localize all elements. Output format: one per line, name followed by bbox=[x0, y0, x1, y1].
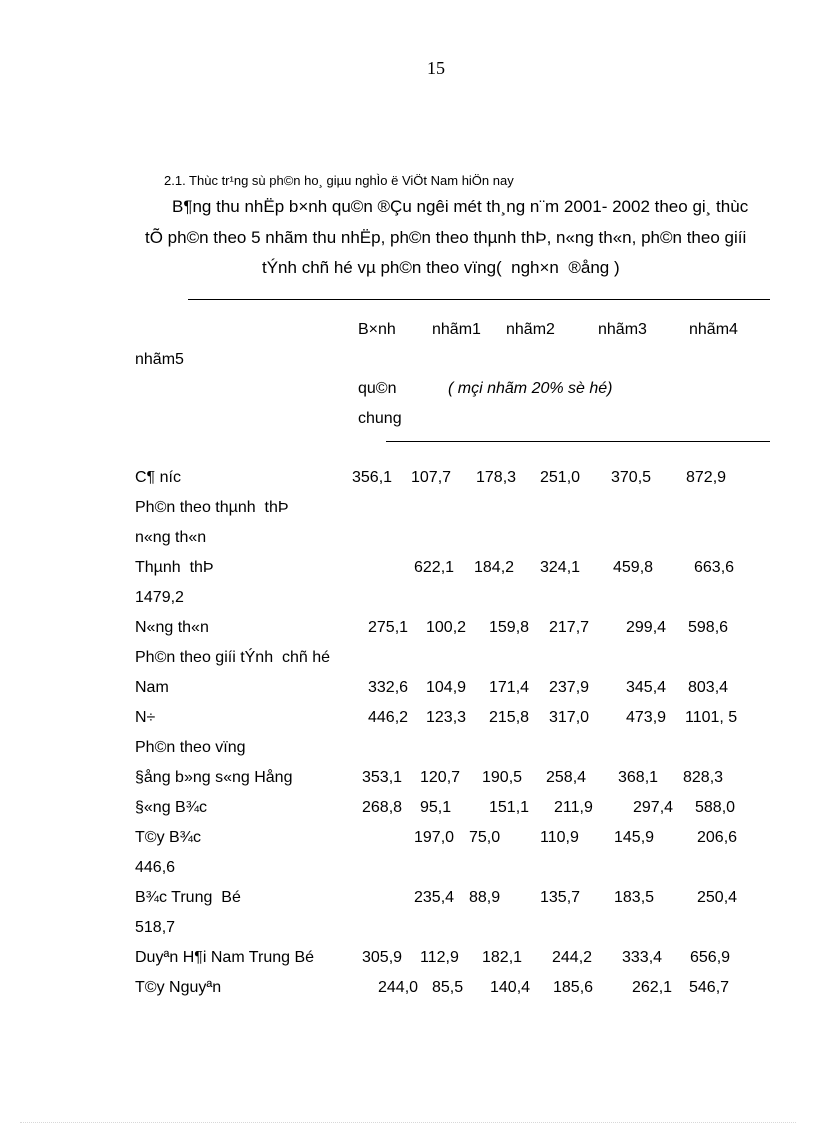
cell-value: 123,3 bbox=[426, 709, 467, 726]
cell-value: 145,9 bbox=[614, 829, 655, 846]
cell-value: 473,9 bbox=[626, 709, 667, 726]
header-group-4: nhãm4 bbox=[689, 321, 738, 338]
cell-value: 598,6 bbox=[688, 619, 729, 636]
cell-value: 120,7 bbox=[420, 769, 461, 786]
cell-value: 211,9 bbox=[554, 799, 593, 816]
cell-value: 171,4 bbox=[489, 679, 530, 696]
cell-value: 299,4 bbox=[626, 619, 667, 636]
cell-value: 324,1 bbox=[540, 559, 581, 576]
cell-value: 206,6 bbox=[697, 829, 738, 846]
cell-value: 140,4 bbox=[490, 979, 531, 996]
cell-value: 1101, 5 bbox=[685, 709, 738, 726]
cell-value: 151,1 bbox=[489, 799, 530, 816]
cell-value: 251,0 bbox=[540, 469, 581, 486]
group-label: Ph©n theo vïng bbox=[135, 739, 246, 756]
cell-value: 197,0 bbox=[414, 829, 455, 846]
cell-value: 95,1 bbox=[420, 799, 452, 816]
cell-value: 178,3 bbox=[476, 469, 517, 486]
header-note: ( mçi nhãm 20% sè hé) bbox=[448, 380, 613, 397]
cell-value: 217,7 bbox=[549, 619, 590, 636]
cell-value: 446,2 bbox=[368, 709, 409, 726]
top-rule bbox=[188, 299, 770, 300]
cell-value: 190,5 bbox=[482, 769, 523, 786]
cell-value: 88,9 bbox=[469, 889, 501, 906]
cell-value: 258,4 bbox=[546, 769, 587, 786]
header-quan: qu©n bbox=[358, 380, 397, 397]
cell-value: 353,1 bbox=[362, 769, 403, 786]
page-number: 15 bbox=[427, 58, 445, 78]
cell-value: 275,1 bbox=[368, 619, 409, 636]
group-label: n«ng th«n bbox=[135, 529, 207, 546]
row-label: N÷ bbox=[135, 709, 156, 726]
cell-value: 75,0 bbox=[469, 829, 501, 846]
cell-value: 184,2 bbox=[474, 559, 515, 576]
cell-value: 237,9 bbox=[549, 679, 590, 696]
row-label: §«ng B¾c bbox=[135, 799, 208, 816]
cell-value: 244,2 bbox=[552, 949, 593, 966]
header-rule bbox=[386, 441, 770, 442]
cell-value: 1479,2 bbox=[135, 589, 184, 606]
row-label: §ång b»ng s«ng Hång bbox=[135, 769, 293, 786]
cell-value: 262,1 bbox=[632, 979, 673, 996]
cell-value: 159,8 bbox=[489, 619, 530, 636]
cell-value: 622,1 bbox=[414, 559, 455, 576]
row-label: Duyªn H¶i Nam Trung Bé bbox=[135, 949, 315, 966]
cell-value: 446,6 bbox=[135, 859, 176, 876]
row-label: T©y B¾c bbox=[135, 829, 202, 846]
cell-value: 663,6 bbox=[694, 559, 735, 576]
cell-value: 828,3 bbox=[683, 769, 724, 786]
cell-value: 546,7 bbox=[689, 979, 730, 996]
cell-value: 297,4 bbox=[633, 799, 674, 816]
cell-value: 183,5 bbox=[614, 889, 655, 906]
cell-value: 215,8 bbox=[489, 709, 530, 726]
cell-value: 110,9 bbox=[540, 829, 579, 846]
cell-value: 135,7 bbox=[540, 889, 581, 906]
cell-value: 332,6 bbox=[368, 679, 409, 696]
table-title-line-1: B¶ng thu nhËp b×nh qu©n ®Çu ngêi mét th¸ng n¨m 2001- 2002 theo gi¸ thùc bbox=[172, 197, 749, 216]
cell-value: 317,0 bbox=[549, 709, 590, 726]
header-group-2: nhãm2 bbox=[506, 321, 555, 338]
header-group-5: nhãm5 bbox=[135, 351, 184, 368]
cell-value: 85,5 bbox=[432, 979, 464, 996]
row-label: C¶ níc bbox=[135, 469, 181, 486]
section-heading: 2.1. Thùc tr¹ng sù ph©n ho¸ giµu nghÌo ë ViÖt Nam hiÖn nay bbox=[164, 173, 514, 188]
group-label: Ph©n theo giíi tÝnh chñ hé bbox=[135, 649, 331, 666]
cell-value: 370,5 bbox=[611, 469, 652, 486]
row-label: N«ng th«n bbox=[135, 619, 209, 636]
header-binh: B×nh bbox=[358, 321, 396, 338]
header-chung: chung bbox=[358, 410, 402, 427]
cell-value: 518,7 bbox=[135, 919, 176, 936]
cell-value: 356,1 bbox=[352, 469, 393, 486]
cell-value: 244,0 bbox=[378, 979, 419, 996]
row-label: Thµnh thÞ bbox=[135, 559, 214, 576]
cell-value: 182,1 bbox=[482, 949, 523, 966]
cell-value: 459,8 bbox=[613, 559, 654, 576]
cell-value: 104,9 bbox=[426, 679, 467, 696]
cell-value: 872,9 bbox=[686, 469, 727, 486]
cell-value: 268,8 bbox=[362, 799, 403, 816]
cell-value: 250,4 bbox=[697, 889, 738, 906]
cell-value: 345,4 bbox=[626, 679, 667, 696]
cell-value: 368,1 bbox=[618, 769, 659, 786]
row-label: B¾c Trung Bé bbox=[135, 889, 241, 906]
header-group-1: nhãm1 bbox=[432, 321, 481, 338]
cell-value: 185,6 bbox=[553, 979, 594, 996]
row-label: T©y Nguyªn bbox=[135, 979, 222, 996]
cell-value: 803,4 bbox=[688, 679, 729, 696]
header-group-3: nhãm3 bbox=[598, 321, 647, 338]
cell-value: 107,7 bbox=[411, 469, 452, 486]
cell-value: 656,9 bbox=[690, 949, 731, 966]
cell-value: 235,4 bbox=[414, 889, 455, 906]
table-title-line-2: tÕ ph©n theo 5 nhãm thu nhËp, ph©n theo thµnh thÞ, n«ng th«n, ph©n theo giíi bbox=[145, 228, 747, 247]
cell-value: 100,2 bbox=[426, 619, 467, 636]
cell-value: 588,0 bbox=[695, 799, 736, 816]
row-label: Nam bbox=[135, 679, 169, 696]
cell-value: 305,9 bbox=[362, 949, 403, 966]
group-label: Ph©n theo thµnh thÞ bbox=[135, 499, 289, 516]
cell-value: 112,9 bbox=[420, 949, 459, 966]
table-title-line-3: tÝnh chñ hé vµ ph©n theo vïng( ngh×n ®ång ) bbox=[262, 258, 620, 277]
cell-value: 333,4 bbox=[622, 949, 663, 966]
